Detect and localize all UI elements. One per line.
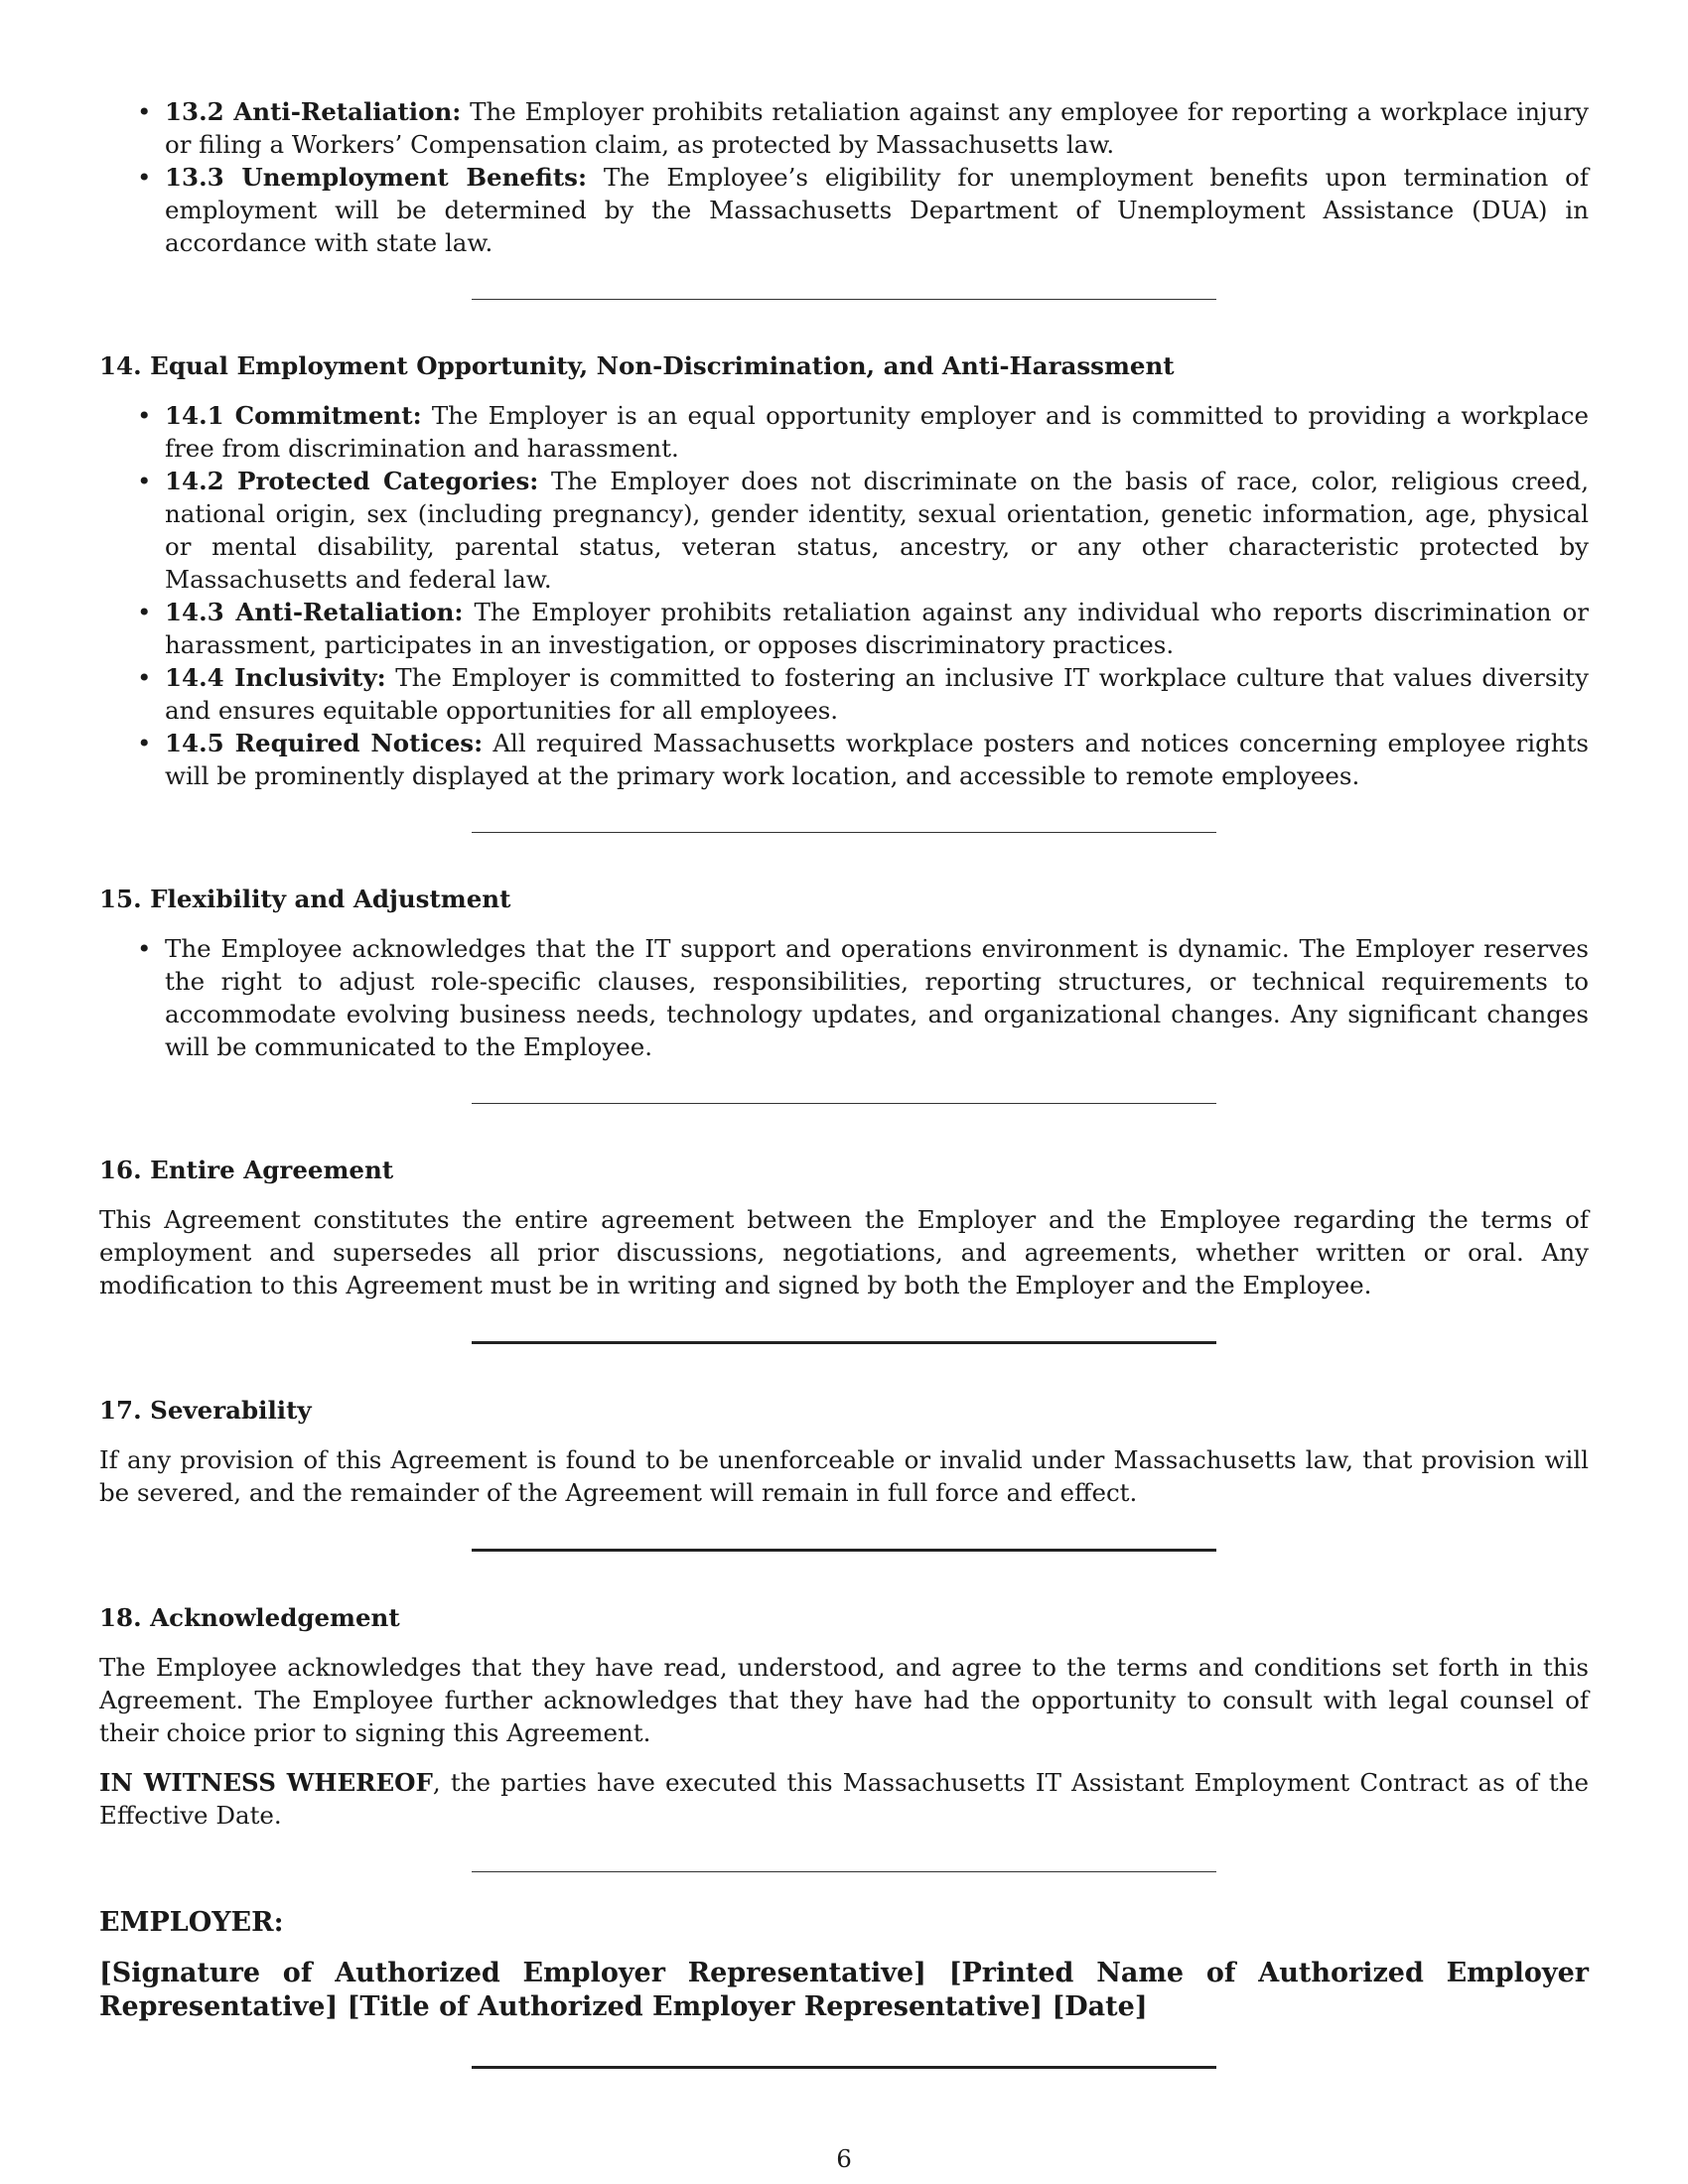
employer-heading: EMPLOYER: bbox=[99, 1907, 284, 1938]
list-item-15 bbox=[165, 932, 1589, 1063]
item-label: 14.5 Required Notices: bbox=[165, 729, 484, 757]
section-17-heading: 17. Severability bbox=[99, 1396, 312, 1425]
item-text: The Employer is committed to fostering an inclusive IT workplace culture that values diversity and ensures equitable opportunities for all employees. bbox=[165, 663, 1589, 725]
witness-statement bbox=[99, 1766, 1589, 1832]
section-18-text: The Employee acknowledges that they have read, understood, and agree to the terms and conditions set forth in this Agreement. The Employee further acknowledges that they have had the opportunity to consult with legal counsel of their choice prior to signing this Agreement. bbox=[99, 1653, 1589, 1747]
item-text: The Employee’s eligibility for unemployment benefits upon termination of employment will be determined by the Massachusetts Department of Unemployment Assistance (DUA) in accordance with state law. bbox=[165, 163, 1589, 257]
list-item-14-5 bbox=[165, 727, 1589, 792]
item-label: 14.1 Commitment: bbox=[165, 401, 422, 430]
item-label: 14.4 Inclusivity: bbox=[165, 663, 386, 692]
section-17-text: If any provision of this Agreement is found to be unenforceable or invalid under Massachusetts law, that provision will be severed, and the remainder of the Agreement will remain in full force and effect. bbox=[99, 1445, 1589, 1507]
item-text: The Employer does not discriminate on the basis of race, color, religious creed, national origin, sex (including pregnancy), gender identity, sexual orientation, genetic information, age, physical or mental disability, parental status, veteran status, ancestry, or any other characteristic protected by Massachusetts and federal law. bbox=[165, 467, 1589, 594]
section-13-list bbox=[99, 95, 1589, 259]
item-text: The Employer prohibits retaliation against any employee for reporting a workplace injury or filing a Workers’ Compensation claim, as protected by Massachusetts law. bbox=[165, 97, 1589, 159]
section-14-list bbox=[99, 399, 1589, 792]
item-label: 13.2 Anti-Retaliation: bbox=[165, 97, 462, 126]
employer-signature-block: [Signature of Authorized Employer Representative] [Printed Name of Authorized Employer Representative] [Title of Authorized Employer Representative] [Date] bbox=[99, 1958, 1589, 2022]
item-label: 14.2 Protected Categories: bbox=[165, 467, 539, 495]
list-item-13-3 bbox=[165, 161, 1589, 259]
item-text: The Employee acknowledges that the IT support and operations environment is dynamic. The Employer reserves the right to adjust role-specific clauses, responsibilities, reporting structures, or technical requirements to accommodate evolving business needs, technology updates, and organizational changes. Any significant changes will be communicated to the Employee. bbox=[165, 934, 1589, 1061]
section-16-text: This Agreement constitutes the entire agreement between the Employer and the Employee regarding the terms of employment and supersedes all prior discussions, negotiations, and agreements, whether written or oral. Any modification to this Agreement must be in writing and signed by both the Employer and the Employee. bbox=[99, 1205, 1589, 1299]
list-item-14-3 bbox=[165, 596, 1589, 661]
witness-text: , the parties have executed this Massachusetts IT Assistant Employment Contract as of the Effective Date. bbox=[99, 1768, 1590, 1830]
list-item-14-1 bbox=[165, 399, 1589, 465]
witness-bold: IN WITNESS WHEREOF bbox=[99, 1768, 433, 1797]
item-label: 13.3 Unemployment Benefits: bbox=[165, 163, 587, 192]
list-item-14-4 bbox=[165, 661, 1589, 727]
item-text: The Employer is an equal opportunity employer and is committed to providing a workplace free from discrimination and harassment. bbox=[165, 401, 1589, 463]
section-14-heading: 14. Equal Employment Opportunity, Non-Discrimination, and Anti-Harassment bbox=[99, 351, 1175, 380]
document-page bbox=[99, 95, 1589, 2069]
item-text: The Employer prohibits retaliation against any individual who reports discrimination or harassment, participates in an investigation, or opposes discriminatory practices. bbox=[165, 598, 1589, 659]
section-16-heading: 16. Entire Agreement bbox=[99, 1156, 394, 1184]
item-label: 14.3 Anti-Retaliation: bbox=[165, 598, 464, 626]
list-item-13-2 bbox=[165, 95, 1589, 161]
section-divider bbox=[472, 2066, 1216, 2069]
item-text: All required Massachusetts workplace posters and notices concerning employee rights will be prominently displayed at the primary work location, and accessible to remote employees. bbox=[165, 729, 1589, 790]
page-number: 6 bbox=[836, 2144, 852, 2173]
section-18-heading: 18. Acknowledgement bbox=[99, 1603, 400, 1632]
list-item-14-2 bbox=[165, 465, 1589, 596]
section-15-heading: 15. Flexibility and Adjustment bbox=[99, 885, 511, 913]
section-15-list bbox=[99, 932, 1589, 1063]
